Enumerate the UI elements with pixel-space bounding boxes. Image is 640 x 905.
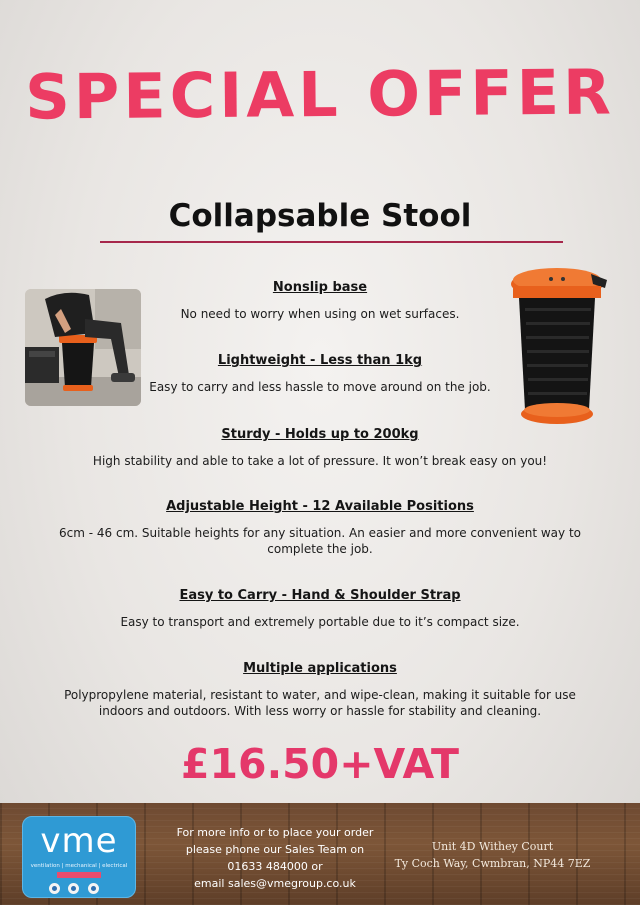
feature-text: 6cm - 46 cm. Suitable heights for any situation. An easier and more convenient way to complete the job. (59, 526, 581, 556)
snowflake-icon (68, 883, 79, 894)
contact-phone[interactable]: 01633 484000 or (227, 860, 323, 873)
feature-heading: Adjustable Height - 12 Available Positions (166, 499, 474, 514)
footer (0, 803, 640, 905)
logo-tag-bar (57, 872, 101, 878)
feature-heading: Sturdy - Holds up to 200kg (221, 427, 419, 442)
feature-nonslip-base (40, 280, 600, 322)
logo-wordmark: vme (40, 821, 118, 861)
contact-line: please phone our Sales Team on (185, 843, 365, 856)
feature-heading: Easy to Carry - Hand & Shoulder Strap (179, 588, 461, 603)
feature-multiple-applications (40, 661, 600, 719)
address-block (385, 838, 600, 872)
feature-text: Polypropylene material, resistant to water, and wipe-clean, making it suitable for use indoors and outdoors. With less worry or hassle for stability and cleaning. (64, 688, 576, 718)
contact-email[interactable]: email sales@vmegroup.co.uk (194, 877, 356, 890)
logo-icons (49, 881, 103, 899)
vme-logo (22, 816, 136, 898)
price-label: £16.50+VAT (180, 740, 460, 788)
feature-text: No need to worry when using on wet surfaces. (180, 307, 460, 321)
special-offer-headline: SPECIAL OFFER (24, 55, 616, 134)
address-line: Unit 4D Withey Court (431, 840, 554, 853)
feature-text: High stability and able to take a lot of pressure. It won’t break easy on you! (92, 454, 548, 468)
feature-text: Easy to transport and extremely portable due to it’s compact size. (120, 615, 520, 629)
logo-subtitle: ventilation | mechanical | electrical (30, 863, 128, 869)
product-title: Collapsable Stool (168, 198, 472, 234)
feature-sturdy (40, 427, 600, 469)
feature-easy-to-carry (40, 588, 600, 630)
feature-heading: Nonslip base (272, 280, 368, 295)
address-line: Ty Coch Way, Cwmbran, NP44 7EZ (394, 857, 591, 870)
feature-adjustable-height (40, 499, 600, 557)
title-divider (100, 241, 563, 243)
fan-icon (49, 883, 60, 894)
power-icon (88, 883, 99, 894)
contact-info (160, 824, 390, 892)
feature-text: Easy to carry and less hassle to move around on the job. (149, 380, 491, 394)
feature-lightweight (40, 353, 600, 395)
feature-heading: Multiple applications (243, 661, 397, 676)
feature-heading: Lightweight - Less than 1kg (217, 353, 423, 368)
contact-line: For more info or to place your order (176, 826, 374, 839)
